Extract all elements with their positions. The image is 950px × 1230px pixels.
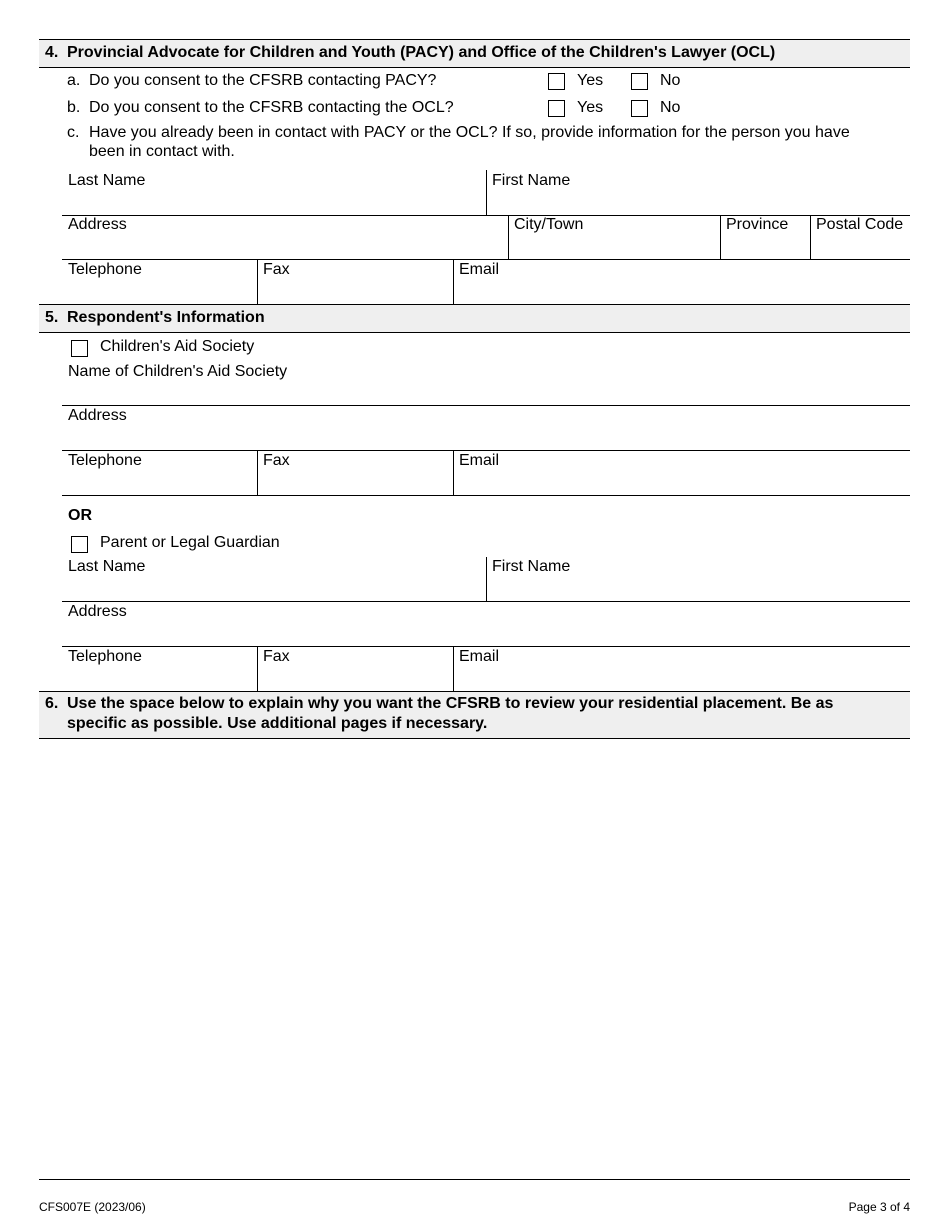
cas-email-input[interactable]	[459, 473, 904, 493]
question-text: Do you consent to the CFSRB contacting the OCL?	[89, 99, 454, 116]
section-number: 6.	[45, 695, 59, 712]
no-label: No	[660, 72, 681, 89]
last-name-label: Last Name	[68, 558, 146, 575]
email-label: Email	[459, 452, 500, 469]
no-label: No	[660, 99, 681, 116]
parent-fax-input[interactable]	[263, 669, 447, 689]
section-number: 4.	[45, 44, 59, 61]
divider	[62, 601, 910, 602]
contact-province-input[interactable]	[726, 237, 806, 257]
contact-telephone-input[interactable]	[68, 282, 252, 302]
fax-label: Fax	[263, 261, 290, 278]
divider	[62, 405, 910, 406]
yes-label: Yes	[577, 72, 604, 89]
or-label: OR	[68, 507, 92, 524]
city-label: City/Town	[514, 216, 584, 233]
contact-first-name-input[interactable]	[492, 193, 902, 213]
email-label: Email	[459, 648, 500, 665]
cas-name-input[interactable]	[68, 384, 904, 404]
divider	[62, 646, 910, 647]
childrens-aid-society-option: Children's Aid Society	[100, 338, 255, 355]
ocl-consent-yes-checkbox[interactable]	[548, 100, 565, 117]
section-5-header	[39, 304, 910, 333]
telephone-label: Telephone	[68, 452, 142, 469]
contact-email-input[interactable]	[459, 282, 904, 302]
cas-name-label: Name of Children's Aid Society	[68, 363, 288, 380]
pacy-consent-yes-checkbox[interactable]	[548, 73, 565, 90]
contact-last-name-input[interactable]	[68, 193, 478, 213]
telephone-label: Telephone	[68, 261, 142, 278]
form-id: CFS007E (2023/06)	[39, 1200, 146, 1214]
section-text-line2: specific as possible. Use additional pages if necessary.	[67, 715, 488, 732]
question-text: Do you consent to the CFSRB contacting PACY?	[89, 72, 437, 89]
section-4-header	[39, 39, 910, 68]
section-6-header	[39, 691, 910, 739]
parent-telephone-input[interactable]	[68, 669, 252, 689]
parent-guardian-checkbox[interactable]	[71, 536, 88, 553]
address-label: Address	[68, 407, 127, 424]
parent-first-name-input[interactable]	[492, 579, 902, 599]
address-label: Address	[68, 603, 127, 620]
contact-fax-input[interactable]	[263, 282, 447, 302]
telephone-label: Telephone	[68, 648, 142, 665]
first-name-label: First Name	[492, 172, 571, 189]
cas-address-input[interactable]	[68, 428, 904, 448]
divider	[810, 215, 811, 259]
question-letter: c.	[67, 124, 80, 141]
email-label: Email	[459, 261, 500, 278]
yes-label: Yes	[577, 99, 604, 116]
footer-divider	[39, 1179, 910, 1180]
address-label: Address	[68, 216, 127, 233]
fax-label: Fax	[263, 452, 290, 469]
divider	[486, 557, 487, 601]
cas-telephone-input[interactable]	[68, 473, 252, 493]
question-text-line2: been in contact with.	[89, 143, 235, 160]
divider	[453, 259, 454, 304]
contact-address-input[interactable]	[68, 237, 502, 257]
province-label: Province	[726, 216, 789, 233]
postal-code-label: Postal Code	[816, 216, 904, 233]
section-text-line1: Use the space below to explain why you want the CFSRB to review your residential placement. Be as	[67, 695, 834, 712]
parent-email-input[interactable]	[459, 669, 904, 689]
parent-guardian-option: Parent or Legal Guardian	[100, 534, 280, 551]
divider	[62, 259, 910, 260]
section-title: Respondent's Information	[67, 309, 265, 326]
divider	[486, 170, 487, 215]
divider	[453, 646, 454, 691]
question-text-line1: Have you already been in contact with PACY or the OCL? If so, provide information for the person you have	[89, 124, 850, 141]
question-letter: a.	[67, 72, 81, 89]
divider	[453, 450, 454, 495]
question-letter: b.	[67, 99, 81, 116]
first-name-label: First Name	[492, 558, 571, 575]
divider	[257, 646, 258, 691]
contact-postal-code-input[interactable]	[816, 237, 906, 257]
parent-address-input[interactable]	[68, 624, 904, 644]
parent-last-name-input[interactable]	[68, 579, 478, 599]
fax-label: Fax	[263, 648, 290, 665]
childrens-aid-society-checkbox[interactable]	[71, 340, 88, 357]
ocl-consent-no-checkbox[interactable]	[631, 100, 648, 117]
page-number: Page 3 of 4	[848, 1200, 910, 1214]
placement-review-explanation-textarea[interactable]	[39, 740, 910, 1176]
last-name-label: Last Name	[68, 172, 146, 189]
divider	[257, 259, 258, 304]
cas-fax-input[interactable]	[263, 473, 447, 493]
divider	[257, 450, 258, 495]
divider	[62, 450, 910, 451]
contact-city-input[interactable]	[514, 237, 714, 257]
section-title: Provincial Advocate for Children and Youth (PACY) and Office of the Children's Lawyer (OCL)	[67, 44, 776, 61]
pacy-consent-no-checkbox[interactable]	[631, 73, 648, 90]
section-number: 5.	[45, 309, 59, 326]
divider	[508, 215, 509, 259]
divider	[62, 495, 910, 496]
divider	[720, 215, 721, 259]
